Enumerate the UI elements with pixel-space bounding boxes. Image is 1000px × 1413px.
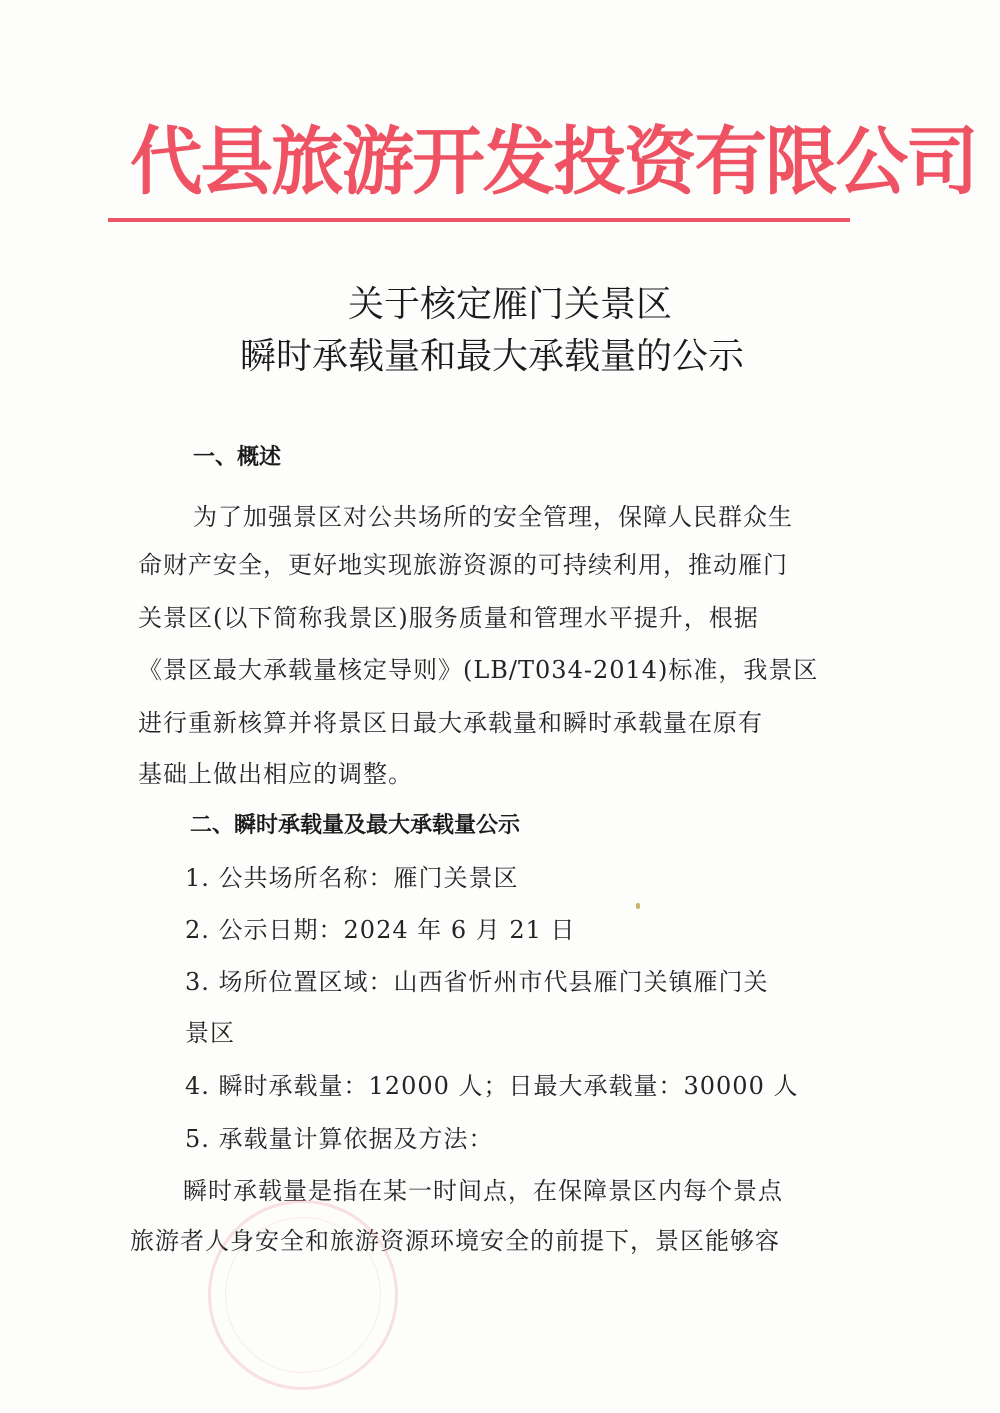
paragraph-line: 命财产安全，更好地实现旅游资源的可持续利用，推动雁门 — [138, 551, 788, 579]
list-item: 1. 公共场所名称：雁门关景区 — [185, 864, 519, 892]
notice-title-line-2: 瞬时承载量和最大承载量的公示 — [239, 336, 744, 377]
list-item: 3. 场所位置区域：山西省忻州市代县雁门关镇雁门关 — [185, 968, 769, 996]
paragraph-line: 为了加强景区对公共场所的安全管理，保障人民群众生 — [193, 503, 793, 531]
section-2-heading: 二、瞬时承载量及最大承载量公示 — [190, 813, 521, 838]
letterhead-company-name: 代县旅游开发投资有限公司 — [130, 119, 977, 205]
notice-title-line-1: 关于核定雁门关景区 — [347, 284, 672, 325]
faint-official-seal — [208, 1200, 398, 1390]
section-1-heading: 一、概述 — [193, 445, 282, 470]
list-item-continuation: 景区 — [185, 1019, 235, 1047]
scan-speck — [636, 903, 640, 909]
paragraph-line: 《景区最大承载量核定导则》(LB/T034-2014)标准，我景区 — [138, 656, 819, 684]
paragraph-line: 关景区(以下简称我景区)服务质量和管理水平提升，根据 — [138, 604, 759, 632]
list-item: 4. 瞬时承载量：12000 人；日最大承载量：30000 人 — [185, 1072, 799, 1100]
list-item: 2. 公示日期：2024 年 6 月 21 日 — [185, 916, 576, 944]
paragraph-line: 瞬时承载量是指在某一时间点，在保障景区内每个景点 — [183, 1177, 783, 1205]
list-item: 5. 承载量计算依据及方法： — [185, 1125, 494, 1153]
paragraph-line: 基础上做出相应的调整。 — [138, 760, 413, 788]
paragraph-line: 旅游者人身安全和旅游资源环境安全的前提下，景区能够容 — [130, 1227, 780, 1255]
paragraph-line: 进行重新核算并将景区日最大承载量和瞬时承载量在原有 — [138, 709, 763, 737]
letterhead-red-rule — [108, 218, 850, 222]
